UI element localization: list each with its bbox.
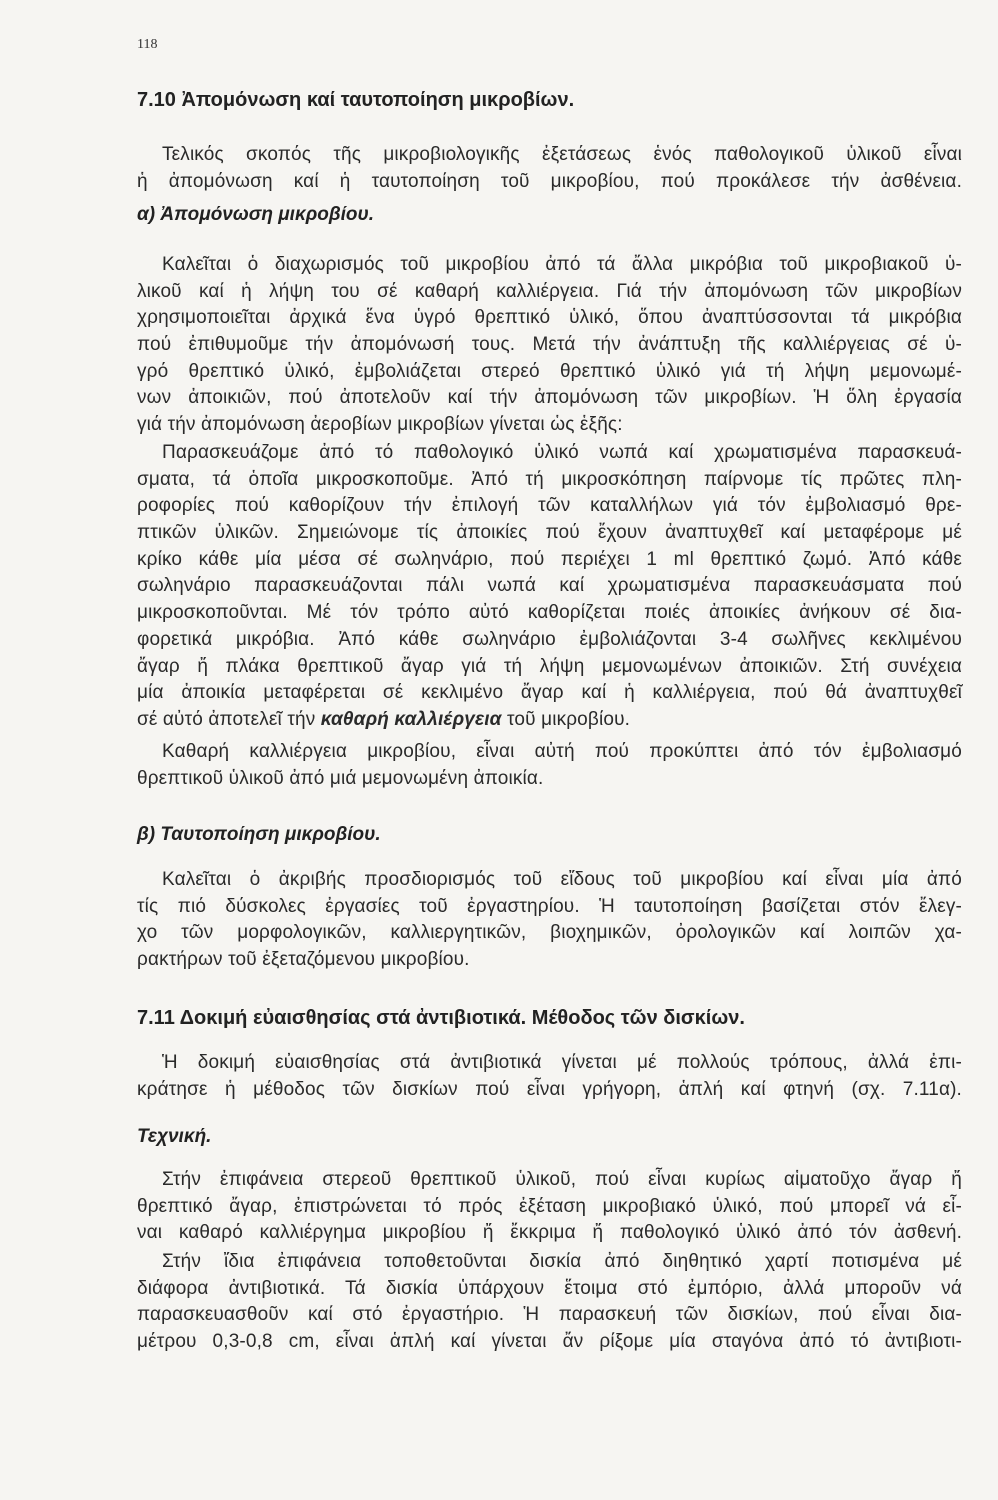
section-heading-7-11: 7.11 Δοκιμή εὐαισθησίας στά ἀντιβιοτικά. Μέθοδος τῶν δισκίων. [137,1007,745,1029]
paragraph-technique-2 [137,1249,962,1356]
text-line: πτικῶν ὑλικῶν. Σημειώνομε τίς ἀποικίες πού ἔχουν ἀναπτυχθεῖ καί μεταφέρομε μέ [137,522,962,544]
text-line: ναι καθαρό καλλιέργημα μικροβίου ἤ ἔκκριμα ἤ παθολογικό ὑλικό ἀπό τόν ἀσθενή. [137,1222,962,1244]
subsection-heading-technique: Τεχνική. [137,1126,212,1147]
paragraph-sensitivity-intro [137,1050,962,1103]
text-line: χο τῶν μορφολογικῶν, καλλιεργητικῶν, βιοχημικῶν, ὀρολογικῶν καί λοιπῶν χα- [137,922,962,944]
text-line: θρεπτικοῦ ὑλικοῦ ἀπό μιά μεμονωμένη ἀποικία. [137,767,544,789]
text-line: πού ἐπιθυμοῦμε τήν ἀπομόνωσή τους. Μετά τήν ἀνάπτυξη τῆς καλλιέργειας σέ ὑ- [137,334,962,356]
text-run: τοῦ μικροβίου. [501,708,631,730]
page-number: 118 [137,37,158,52]
text-line: λικοῦ καί ἡ λήψη του σέ καθαρή καλλιέργεια. Γιά τήν ἀπομόνωση τῶν μικροβίων [137,280,962,302]
text-line: διάφορα ἀντιβιοτικά. Τά δισκία ὑπάρχουν ἕτοιμα στό ἐμπόριο, ἀλλά μποροῦν νά [137,1277,962,1299]
text-line: μέτρου 0,3-0,8 cm, εἶναι ἁπλή καί γίνεται ἄν ρίξομε μία σταγόνα ἀπό τό ἀντιβιοτι- [137,1331,962,1353]
text-line: κράτησε ἡ μέθοδος τῶν δισκίων πού εἶναι γρήγορη, ἁπλή καί φτηνή (σχ. 7.11α). [137,1078,962,1100]
paragraph-isolation-definition [137,252,962,439]
subsection-heading-isolation: α) Ἀπομόνωση μικροβίου. [137,204,375,225]
text-line: Καλεῖται ὁ διαχωρισμός τοῦ μικροβίου ἀπό τά ἄλλα μικρόβια τοῦ μικροβιακοῦ ὑ- [162,254,962,275]
text-line: θρεπτικό ἄγαρ, ἐπιστρώνεται τό πρός ἐξέταση μικροβιακό ὑλικό, πού μπορεῖ νά εἶ- [137,1195,962,1217]
text-line: Στήν ἴδια ἐπιφάνεια τοποθετοῦνται δισκία ἀπό διηθητικό χαρτί ποτισμένα μέ [162,1251,962,1272]
text-line: ἡ ἀπομόνωση καί ἡ ταυτοποίηση τοῦ μικροβίου, πού προκάλεσε τήν ἀσθένεια. [137,170,962,192]
paragraph-isolation-procedure [137,440,962,734]
emphasized-term: καθαρή καλλιέργεια [320,708,502,730]
text-line: ρακτήρων τοῦ ἐξεταζόμενου μικροβίου. [137,949,470,971]
text-line: μικροσκοποῦνται. Μέ τόν τρόπο αὐτό καθορίζεται ποιές ἀποικίες ἀνήκουν σέ δια- [137,602,962,624]
text-line: μία ἀποικία μεταφέρεται σέ κεκλιμένο ἄγαρ καί ἡ καλλιέργεια, πού θά ἀναπτυχθεῖ [137,682,962,704]
text-line: Ἡ δοκιμή εὐαισθησίας στά ἀντιβιοτικά γίνεται μέ πολλούς τρόπους, ἀλλά ἐπι- [162,1052,962,1073]
text-line: γρό θρεπτικό ὑλικό, ἐμβολιάζεται στερεό θρεπτικό ὑλικό γιά τή λήψη μεμονωμέ- [137,360,962,382]
text-line: ροφορίες πού καθορίζουν τήν ἐπιλογή τῶν καταλλήλων γιά τόν ἐμβολιασμό θρε- [137,495,962,517]
text-line: παρασκευασθοῦν καί στό ἐργαστήριο. Ἡ παρασκευή τῶν δισκίων, πού εἶναι δια- [137,1304,962,1326]
text-line: Καθαρή καλλιέργεια μικροβίου, εἶναι αὐτή πού προκύπτει ἀπό τόν ἐμβολιασμό [162,741,962,762]
text-line: Παρασκευάζομε ἀπό τό παθολογικό ὑλικό νωπά καί χρωματισμένα παρασκευά- [162,442,962,463]
text-line: Τελικός σκοπός τῆς μικροβιολογικῆς ἐξετάσεως ἑνός παθολογικοῦ ὑλικοῦ εἶναι [162,144,962,165]
text-line: ἄγαρ ἤ πλάκα θρεπτικοῦ ἄγαρ γιά τή λήψη μεμονωμένων ἀποικιῶν. Στή συνέχεια [137,655,962,677]
text-line: Στήν ἐπιφάνεια στερεοῦ θρεπτικοῦ ὑλικοῦ, πού εἶναι κυρίως αἱματοῦχο ἄγαρ ἤ [162,1169,962,1190]
text-line: σματα, τά ὁποῖα μικροσκοποῦμε. Ἀπό τή μικροσκόπηση παίρνομε τίς πρῶτες πλη- [137,468,962,490]
text-line: σωληνάριο παρασκευάζονται πάλι νωπά καί χρωματισμένα παρασκευάσματα πού [137,575,962,597]
text-line: νων ἀποικιῶν, πού ἀποτελοῦν καί τήν ἀπομόνωση τῶν μικροβίων. Ἡ ὅλη ἐργασία [137,387,962,409]
text-line: τίς πιό δύσκολες ἐργασίες τοῦ ἐργαστηρίου. Ἡ ταυτοποίηση βασίζεται στόν ἔλεγ- [137,895,962,917]
text-line: φορετικά μικρόβια. Ἀπό κάθε σωληνάριο ἐμβολιάζονται 3-4 σωλῆνες κεκλιμένου [137,628,962,650]
text-line [137,707,962,734]
paragraph-intro [137,142,962,195]
text-line: χρησιμοποιεῖται ἀρχικά ἕνα ὑγρό θρεπτικό ὑλικό, ὅπου ἀναπτύσσονται τά μικρόβια [137,307,962,329]
text-line: κρίκο κάθε μία μέσα σέ σωληνάριο, πού περιέχει 1 ml θρεπτικό ζωμό. Ἀπό κάθε [137,548,962,570]
text-run: σέ αὐτό ἀποτελεῖ τήν [137,708,321,730]
subsection-heading-identification: β) Ταυτοποίηση μικροβίου. [137,824,381,845]
section-heading-7-10: 7.10 Ἀπομόνωση καί ταυτοποίηση μικροβίων. [137,89,575,111]
paragraph-technique-1 [137,1167,962,1247]
text-line: γιά τήν ἀπομόνωση ἀεροβίων μικροβίων γίνεται ὡς ἑξῆς: [137,414,623,436]
text-line: Καλεῖται ὁ ἀκριβής προσδιορισμός τοῦ εἴδους τοῦ μικροβίου καί εἶναι μία ἀπό [162,869,962,890]
paragraph-identification [137,867,962,974]
paragraph-pure-culture [137,739,962,792]
